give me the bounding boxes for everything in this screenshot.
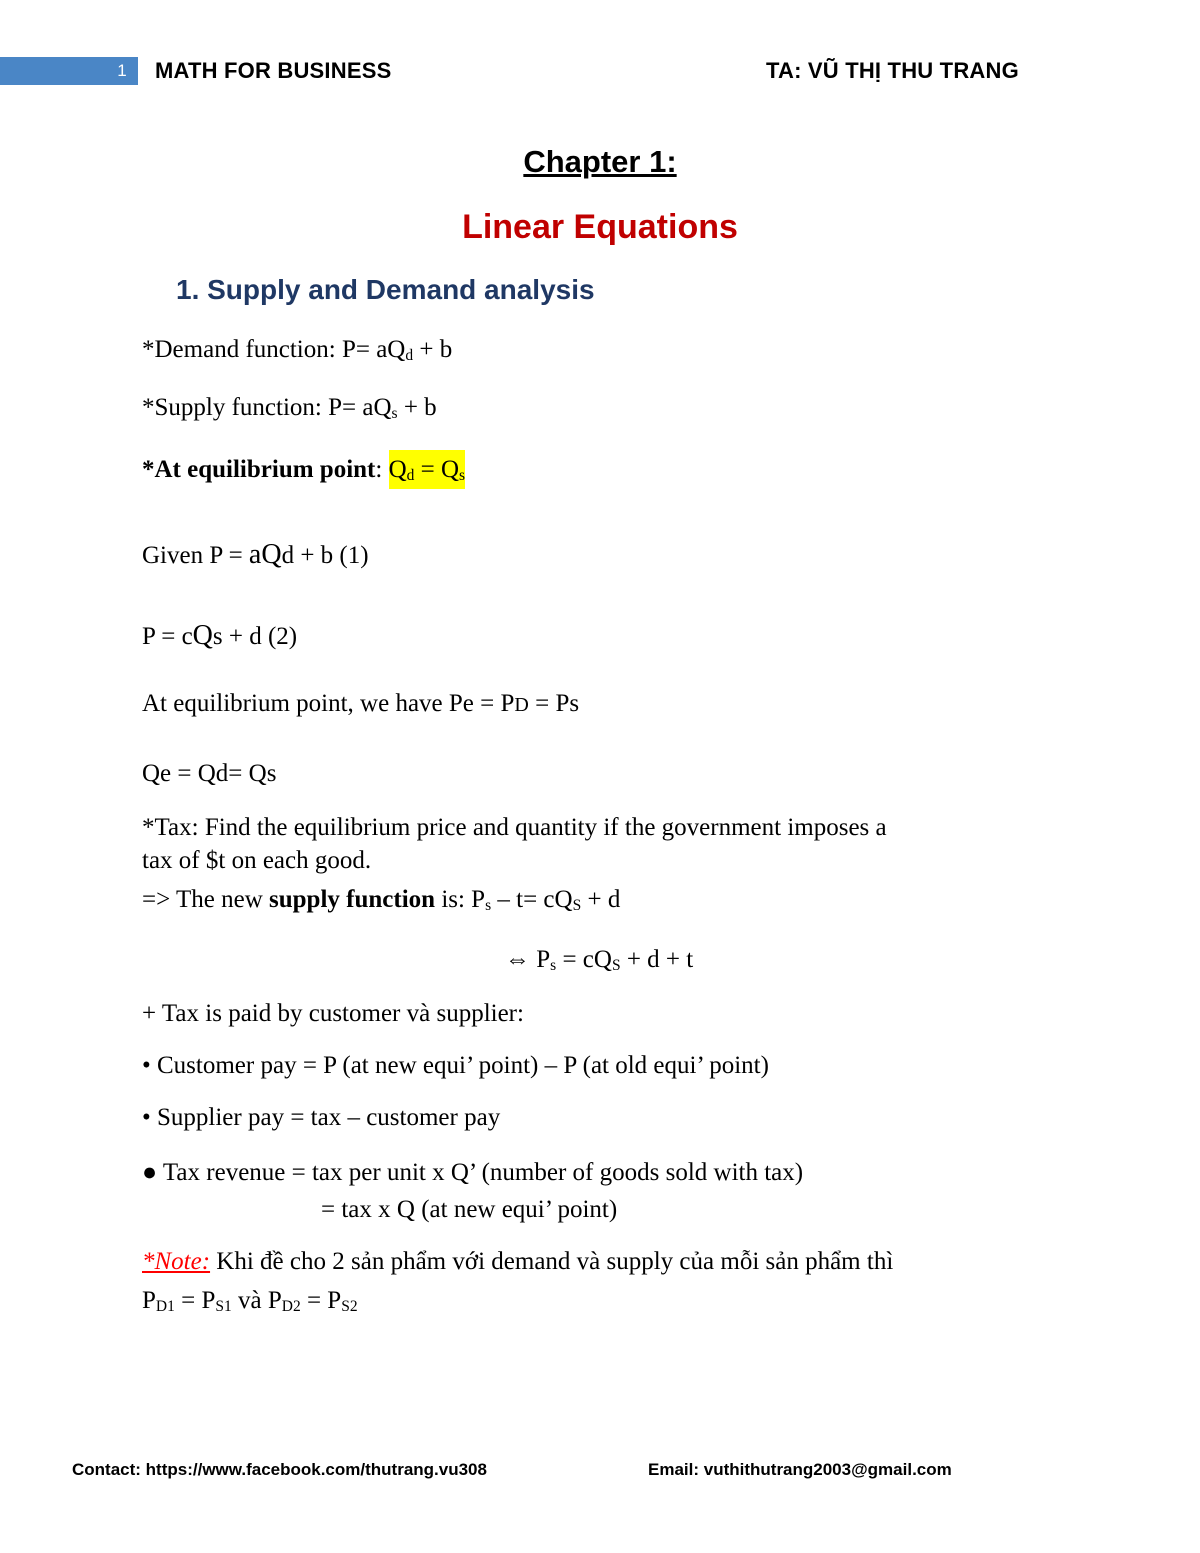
equivalent-supply-line [505,946,693,975]
equilibrium-highlight [389,450,466,489]
equiv-sub2: S [611,957,621,974]
customer-pay-line: • Customer pay = P (at new equi’ point) – P (at old equi’ point) [142,1052,769,1079]
tax-paid-line: + Tax is paid by customer và supplier: [142,1000,524,1027]
p-q: Q [192,620,213,651]
chapter-title: Chapter 1: [523,144,677,179]
equiv-end: + d + t [620,946,694,973]
equiv-sub: s [550,957,557,974]
new-supply-function-line [142,886,620,915]
note2-eq2: = P [300,1287,342,1314]
new-supply-bold: supply function [269,886,436,913]
at-eq-sub: D [514,694,529,716]
tax-revenue-line-1: ● Tax revenue = tax per unit x Q’ (number of goods sold with tax) [142,1159,804,1186]
demand-function-line [142,336,452,365]
equilibrium-price-line [142,690,579,718]
header-course-title: MATH FOR BUSINESS [155,58,392,83]
new-supply-sub2: S [572,897,582,914]
new-supply-end: + d [581,886,621,913]
page-number: 1 [117,61,127,80]
supplier-pay-line: • Supplier pay = tax – customer pay [142,1104,501,1131]
new-supply-suffix: – t= cQ [491,886,573,913]
note2-va: và P [231,1287,282,1314]
given-prefix: Given P = [142,542,249,569]
equiv-mid: = cQ [556,946,612,973]
note2-sub2: S1 [215,1298,232,1315]
tax-description-line-1: *Tax: Find the equilibrium price and quantity if the government imposes a [142,814,887,841]
given-suffix: d + b (1) [281,542,369,569]
main-title: Linear Equations [462,208,738,246]
header-author: TA: VŨ THỊ THU TRANG [766,58,1019,83]
supply-subscript: s [391,405,398,422]
eq-q1: Q [388,456,407,483]
eq-star: * [142,456,155,483]
footer-email: Email: vuthithutrang2003@gmail.com [648,1460,952,1479]
note2-sub4: S2 [341,1298,358,1315]
note2-eq1: = P [174,1287,216,1314]
new-supply-prefix: => The new [142,886,270,913]
equilibrium-condition-line [142,456,465,485]
tax-description-line-2: tax of $t on each good. [142,847,372,874]
note-equation-line [142,1287,358,1316]
new-supply-sub: s [485,897,492,914]
note-line [142,1248,893,1276]
eq-q2-sub: s [459,467,466,484]
equilibrium-quantity-line: Qe = Qd= Qs [142,760,277,787]
footer-contact: Contact: https://www.facebook.com/thutrang.vu308 [72,1460,487,1479]
eq-colon: : [375,456,389,483]
p-suffix: s + d (2) [212,623,298,650]
demand-suffix: + b [413,336,453,363]
at-eq-text: At equilibrium point, we have Pe = P [142,690,515,717]
given-aq: aQ [248,539,282,570]
supply-function-line [142,394,437,423]
eq-q1-sub: d [406,467,415,484]
note2-sub3: D2 [281,1298,301,1315]
at-eq-suffix: = Ps [528,690,580,717]
tax-revenue-line-2: = tax x Q (at new equi’ point) [321,1196,618,1223]
note-label: *Note: [142,1248,211,1275]
demand-subscript: d [405,347,414,364]
note2-sub1: D1 [155,1298,175,1315]
eq-equals: = Q [414,456,460,483]
supply-text: *Supply function: P= aQ [142,394,392,421]
given-equation-1 [142,539,369,571]
supply-suffix: + b [397,394,437,421]
new-supply-is: is: P [435,886,486,913]
section-title: 1. Supply and Demand analysis [176,274,595,305]
equiv-prefix: ⇔ P [505,946,551,973]
note-text: Khi đề cho 2 sản phẩm với demand và supply của mỗi sản phẩm thì [210,1248,894,1275]
note2-p1: P [142,1287,156,1314]
p-prefix: P = c [142,623,193,650]
eq-label: At equilibrium point [154,456,376,483]
given-equation-2 [142,620,297,652]
demand-text: *Demand function: P= aQ [142,336,406,363]
